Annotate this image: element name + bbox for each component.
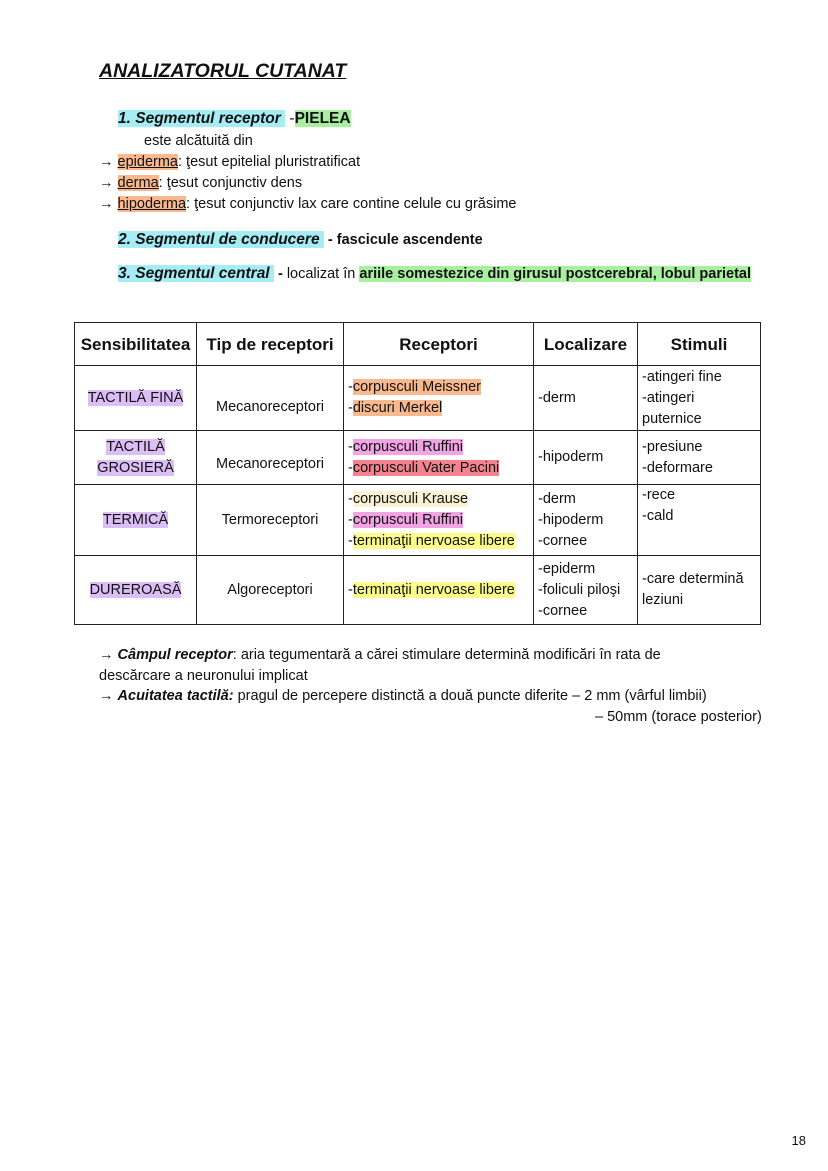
camp-receptor-line1	[99, 647, 661, 663]
segment-mid: localizat în	[286, 266, 360, 282]
cell-stimuli	[638, 366, 761, 431]
page-title: ANALIZATORUL CUTANAT	[99, 60, 347, 82]
receptor-name: terminaţii nervoase libere	[352, 581, 515, 598]
segment-central-heading	[118, 265, 751, 283]
cell-receptori	[344, 431, 534, 485]
loc-item: -derm	[538, 490, 576, 507]
layer-name: epiderma	[117, 154, 178, 170]
loc-item: -hipoderm	[538, 511, 604, 528]
receptor-name: corpusculi Meissner	[352, 379, 481, 395]
receptor-item: -corpusculi Ruffini	[348, 511, 463, 528]
acuitate-tactila-line1	[99, 688, 707, 704]
cell-localizare	[534, 485, 638, 556]
arrow: →	[99, 175, 118, 191]
segment-name: Segmentul central	[131, 265, 274, 282]
header-localizare: Localizare	[534, 323, 638, 366]
cell-sensibilitate	[75, 556, 197, 625]
cell-stimuli	[638, 556, 761, 625]
segment-dash: -	[273, 266, 287, 282]
sens-label: GROSIERĂ	[97, 459, 174, 476]
segment-dash: -	[285, 110, 295, 127]
receptor-item: -corpusculi Vater Pacini	[348, 459, 500, 476]
cell-tip	[197, 366, 344, 431]
tip-label: Termoreceptori	[221, 511, 319, 528]
table-row	[75, 431, 761, 485]
cell-receptori	[344, 556, 534, 625]
cell-sensibilitate	[75, 366, 197, 431]
cell-tip	[197, 556, 344, 625]
layer-desc: : ţesut conjunctiv dens	[158, 175, 303, 191]
segment-conducere-heading	[118, 231, 483, 249]
table-row	[75, 556, 761, 625]
receptor-name: corpusculi Vater Pacini	[352, 459, 500, 476]
tip-label: Algoreceptori	[227, 581, 313, 598]
receptor-name: corpusculi Ruffini	[352, 438, 463, 455]
receptor-item: -terminaţii nervoase libere	[348, 532, 515, 549]
layer-derma	[99, 175, 302, 191]
layer-desc: : ţesut epitelial pluristratificat	[177, 154, 361, 170]
sens-label: TERMICĂ	[102, 511, 169, 528]
receptor-item: -corpusculi Meissner	[348, 379, 481, 395]
cell-localizare	[534, 431, 638, 485]
layer-desc: : ţesut conjunctiv lax care contine celule cu grăsime	[186, 196, 517, 212]
cell-localizare	[534, 366, 638, 431]
sens-label: DUREROASĂ	[89, 581, 182, 598]
receptor-item: -corpusculi Krause	[348, 490, 469, 507]
stim-item: -presiune	[642, 438, 703, 455]
stim-item: -cald	[642, 508, 674, 524]
header-sensibilitatea: Sensibilitatea	[75, 323, 197, 366]
receptor-item: -corpusculi Ruffini	[348, 438, 463, 455]
receptor-item: -discuri Merkel	[348, 400, 443, 416]
header-receptori: Receptori	[344, 323, 534, 366]
loc-item: -epiderm	[538, 560, 596, 577]
page-number: 18	[791, 1133, 806, 1148]
arrow: →	[99, 154, 118, 170]
segment-receptor-heading	[118, 110, 351, 128]
arrow: →	[99, 688, 118, 704]
loc-item: -foliculi piloşi	[538, 581, 621, 598]
cell-stimuli	[638, 485, 761, 556]
segment-number: 3.	[118, 265, 131, 282]
acuitate-tactila-line2: – 50mm (torace posterior)	[595, 709, 762, 725]
arrow: →	[99, 196, 118, 212]
receptor-name: corpusculi Ruffini	[352, 511, 463, 528]
layer-name: derma	[117, 175, 159, 191]
cell-tip	[197, 485, 344, 556]
layer-name: hipoderma	[117, 196, 187, 212]
cell-tip	[197, 431, 344, 485]
table-header-row	[75, 323, 761, 366]
table-row	[75, 485, 761, 556]
layer-epiderma	[99, 154, 360, 170]
cell-receptori	[344, 485, 534, 556]
sens-label: TACTILĂ	[106, 438, 165, 455]
loc-item: -derm	[538, 389, 576, 406]
segment-highlight: PIELEA	[294, 110, 351, 127]
cell-localizare	[534, 556, 638, 625]
segment-highlight: ariile somestezice din girusul postcerebral, lobul parietal	[359, 266, 751, 282]
receptors-table	[74, 322, 761, 625]
tip-label: Mecanoreceptori	[216, 398, 324, 415]
arrow: →	[99, 647, 118, 663]
acuitate-def: pragul de percepere distinctă a două puncte diferite – 2 mm (vârful limbii)	[233, 688, 707, 704]
receptor-item: -terminaţii nervoase libere	[348, 581, 515, 598]
receptor-name: corpusculi Krause	[352, 490, 469, 507]
loc-item: -cornee	[538, 602, 588, 619]
layer-hipoderma	[99, 196, 517, 212]
header-stimuli: Stimuli	[638, 323, 761, 366]
receptor-name: discuri Merkel	[352, 400, 443, 416]
cell-sensibilitate	[75, 431, 197, 485]
segment-name: Segmentul de conducere	[131, 231, 324, 248]
camp-receptor-def: : aria tegumentară a cărei stimulare determină modificări în rata de	[232, 647, 661, 663]
cell-stimuli	[638, 431, 761, 485]
loc-item: -cornee	[538, 532, 588, 549]
segment-receptor-subtitle: este alcătuită din	[144, 133, 253, 149]
segment-rest: - fascicule ascendente	[323, 232, 483, 248]
camp-receptor-term: Câmpul receptor	[117, 647, 233, 663]
stim-item: -rece	[642, 487, 676, 503]
cell-sensibilitate	[75, 485, 197, 556]
sens-label: TACTILĂ FINĂ	[87, 389, 184, 406]
stim-item: -atingeri fine	[642, 368, 722, 385]
camp-receptor-line2: descărcare a neuronului implicat	[99, 668, 308, 684]
table-row	[75, 366, 761, 431]
segment-number: 1.	[118, 110, 131, 127]
segment-name: Segmentul receptor	[131, 110, 285, 127]
segment-number: 2.	[118, 231, 131, 248]
receptor-name: terminaţii nervoase libere	[352, 532, 515, 549]
acuitate-term: Acuitatea tactilă:	[117, 688, 234, 704]
stim-item: puternice	[642, 410, 702, 427]
loc-item: -hipoderm	[538, 449, 604, 465]
header-tip-receptori: Tip de receptori	[197, 323, 344, 366]
tip-label: Mecanoreceptori	[216, 456, 324, 472]
stim-item: -atingeri	[642, 389, 695, 406]
stim-item: leziuni	[642, 592, 684, 608]
cell-receptori	[344, 366, 534, 431]
stim-item: -deformare	[642, 459, 713, 476]
stim-item: -care determină	[642, 571, 744, 587]
